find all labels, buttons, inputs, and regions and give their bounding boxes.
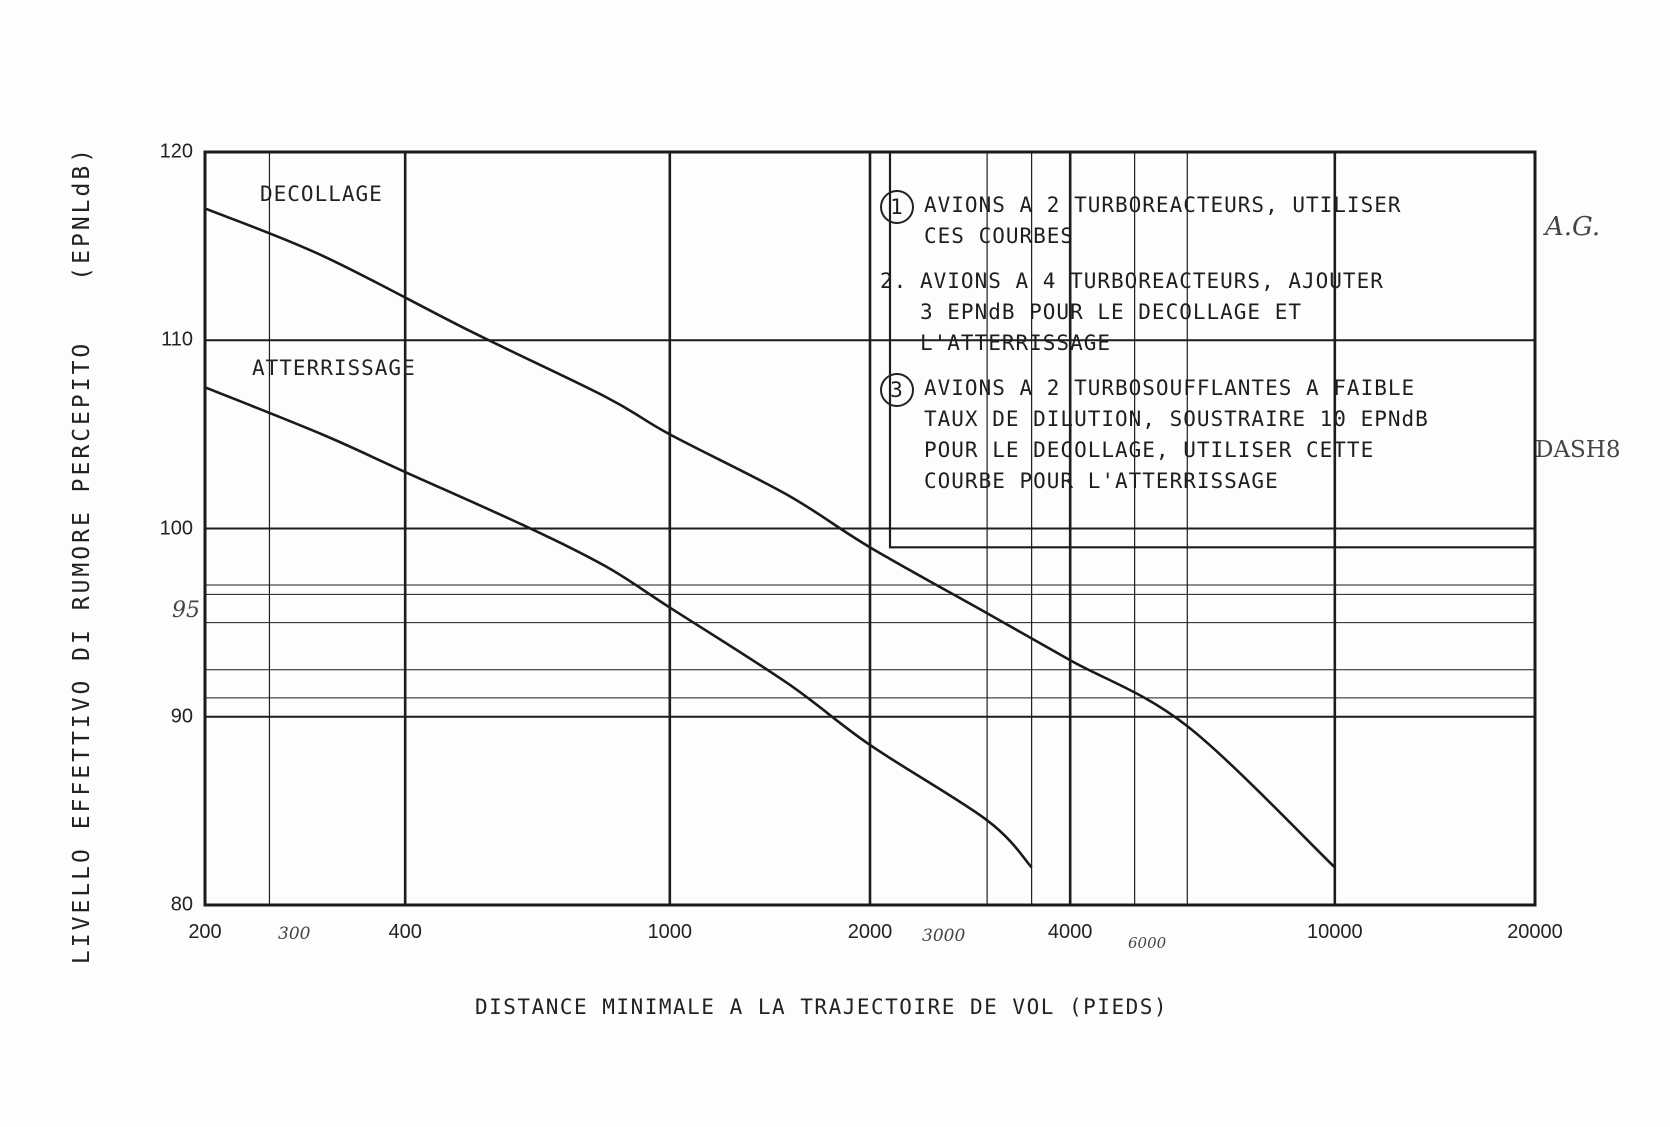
legend-item-2 [880, 266, 1520, 359]
series-label-atterrissage: ATTERRISSAGE [252, 356, 416, 380]
legend-item-3 [880, 373, 1520, 497]
x-tick-1000: 1000 [647, 921, 693, 943]
legend-num-2: 2. [880, 269, 908, 293]
handwritten-dash8: DASH8 [1535, 437, 1621, 463]
series-label-decollage: DECOLLAGE [260, 182, 383, 206]
x-tick-20000: 20000 [1507, 921, 1563, 943]
handwritten-x300: 300 [278, 924, 311, 944]
x-tick-200: 200 [188, 921, 222, 943]
y-axis-title: LIVELLO EFFETTIVO DI RUMORE PERCEPITO [69, 340, 95, 965]
handwritten-x6000: 6000 [1128, 934, 1167, 952]
y-tick-80: 80 [170, 893, 193, 916]
y-tick-110: 110 [161, 328, 193, 351]
legend-text-2: AVIONS A 4 TURBOREACTEURS, AJOUTER 3 EPNdB POUR LE DECOLLAGE ET L'ATTERRISSAGE [920, 269, 1384, 355]
y-axis-unit: (EPNLdB) [69, 145, 95, 281]
legend-item-1 [880, 190, 1520, 252]
y-tick-120: 120 [159, 140, 193, 163]
handwritten-y95: 95 [172, 598, 200, 623]
x-tick-400: 400 [388, 921, 422, 943]
legend-num-1: 1 [880, 190, 914, 224]
y-axis-label [69, 146, 95, 964]
handwritten-x3000: 3000 [922, 926, 966, 946]
x-tick-4000: 4000 [1047, 921, 1093, 943]
x-axis-label: DISTANCE MINIMALE A LA TRAJECTOIRE DE VOL (PIEDS) [475, 995, 1169, 1019]
y-tick-90: 90 [170, 705, 193, 728]
chart-legend [880, 190, 1520, 511]
x-tick-2000: 2000 [847, 921, 893, 943]
legend-text-1: AVIONS A 2 TURBOREACTEURS, UTILISER CES COURBES [924, 193, 1402, 248]
legend-num-3: 3 [880, 373, 914, 407]
legend-text-3: AVIONS A 2 TURBOSOUFFLANTES A FAIBLE TAUX DE DILUTION, SOUSTRAIRE 10 EPNdB POUR LE DECOLLAGE, UTILISER CETTE COURBE POUR L'ATTERRISSAGE [924, 376, 1429, 493]
x-tick-10000: 10000 [1307, 921, 1363, 943]
handwritten-ag: A.G. [1545, 212, 1601, 242]
y-tick-100: 100 [159, 517, 193, 539]
